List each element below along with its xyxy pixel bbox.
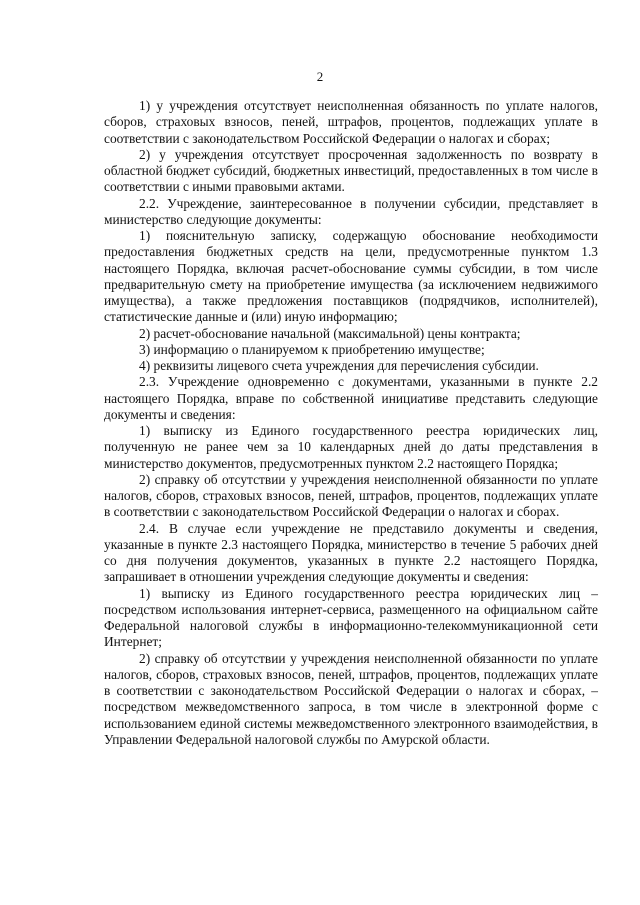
- paragraph-2-4: 2.4. В случае если учреждение не представило документы и сведения, указанные в пункте 2.3 настоящего Порядка, министерство в течение 5 рабочих дней со дня получения документов, указанных в пункте 2.2 настоящего Порядка, запрашивает в отношении учреждения следующие документы и сведения:: [104, 520, 598, 585]
- paragraph-2-2-item-3: 3) информацию о планируемом к приобретению имуществе;: [139, 341, 485, 357]
- document-body: [104, 98, 598, 748]
- paragraph-2-2-item-1: 1) пояснительную записку, содержащую обоснование необходимости предоставления бюджетных средств на цели, предусмотренные пунктом 1.3 настоящего Порядка, включая расчет-обоснование суммы субсидии, в том числе предварительную смету на приобретение имущества (за исключением недвижимого имущества), а также предложения поставщиков (подрядчиков, исполнителей), статистические данные и (или) иную информацию;: [104, 228, 598, 325]
- paragraph-2-3-item-1: 1) выписку из Единого государственного реестра юридических лиц, полученную не ранее чем за 10 календарных дней до даты представления в министерство документов, предусмотренных пунктом 2.2 настоящего Порядка;: [104, 423, 598, 471]
- paragraph-1-1: 1) у учреждения отсутствует неисполненная обязанность по уплате налогов, сборов, страховых взносов, пеней, штрафов, процентов, подлежащих уплате в соответствии с законодательством Российской Федерации о налогах и сборах;: [104, 98, 598, 146]
- paragraph-2-2: 2.2. Учреждение, заинтересованное в получении субсидии, представляет в министерство следующие документы:: [104, 195, 598, 227]
- paragraph-2-2-item-4: 4) реквизиты лицевого счета учреждения для перечисления субсидии.: [139, 358, 539, 373]
- paragraph-2-4-item-1: 1) выписку из Единого государственного реестра юридических лиц – посредством использования интернет-сервиса, размещенного на официальном сайте Федеральной налоговой службы в информационно-телекоммуникационной сети Интернет;: [104, 585, 598, 650]
- paragraph-2-3-item-2: 2) справку об отсутствии у учреждения неисполненной обязанности по уплате налогов, сборов, страховых взносов, пеней, штрафов, процентов, подлежащих уплате в соответствии с законодательством Российской Федерации о налогах и сборах.: [104, 471, 598, 520]
- paragraph-2-4-item-2: 2) справку об отсутствии у учреждения неисполненной обязанности по уплате налогов, сборов, страховых взносов, пеней, штрафов, процентов, подлежащих уплате в соответствии с законодательством Российской Федерации о налогах и сборах, – посредством межведомственного запроса, в том числе в электронной форме с использованием единой системы межведомственного электронного взаимодействия, в Управлении Федеральной налоговой службы по Амурской области.: [104, 650, 598, 747]
- paragraph-1-2: 2) у учреждения отсутствует просроченная задолженность по возврату в областной бюджет субсидий, бюджетных инвестиций, предоставленных в том числе в соответствии с иными правовыми актами.: [104, 146, 598, 195]
- paragraph-2-2-item-2: 2) расчет-обоснование начальной (максимальной) цены контракта;: [139, 325, 521, 341]
- page-number: 2: [316, 69, 324, 84]
- paragraph-2-3: 2.3. Учреждение одновременно с документами, указанными в пункте 2.2 настоящего Порядка, вправе по собственной инициативе представить следующие документы и сведения:: [104, 374, 598, 422]
